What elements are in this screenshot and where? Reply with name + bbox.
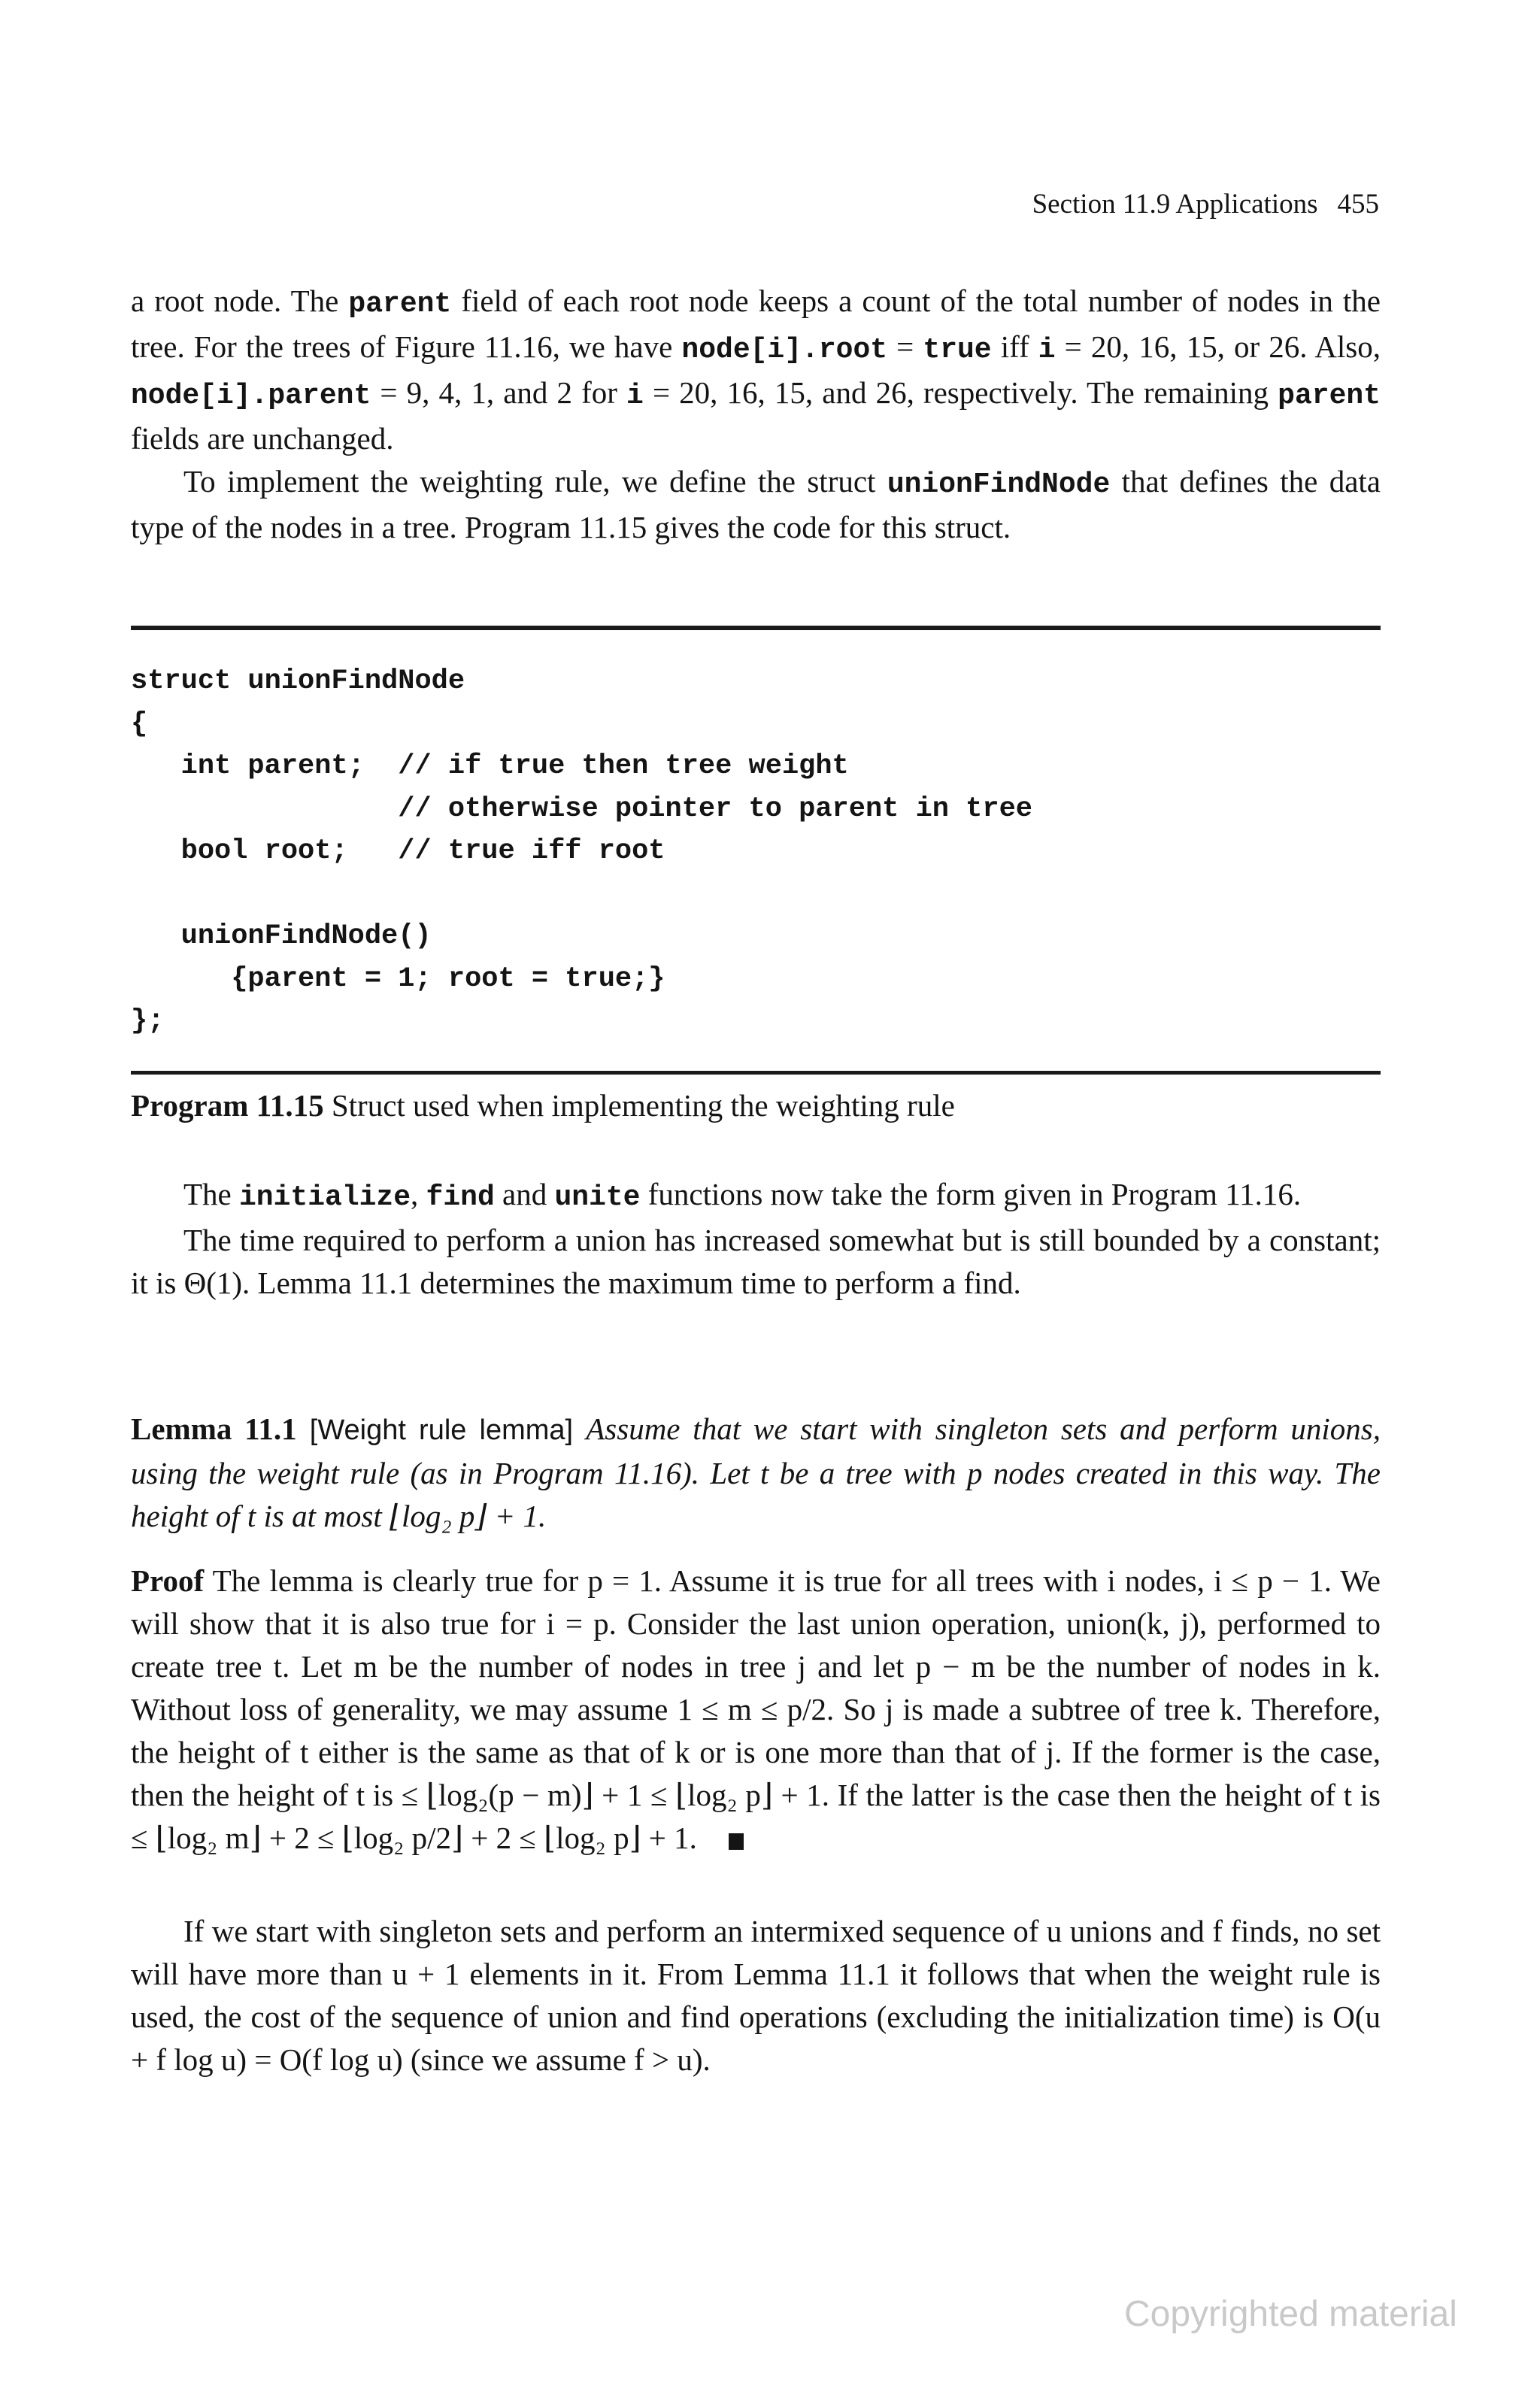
paragraph-root-node: a root node. The parent field of each root node keeps a count of the total number of nodes in the tree. For the trees of Figure 11.16, we have node[i].root = true iff i = 20, 16, 15, or 26. Also, node[i].parent = 9, 4, 1, and 2 for i = 20, 16, 15, and 26, respectively. The remaining parent fields are unchanged.: [131, 283, 1381, 456]
caption-text: Struct used when implementing the weighting rule: [323, 1088, 955, 1123]
lemma-heading: Lemma 11.1: [131, 1411, 297, 1446]
functions-text: [131, 1173, 1381, 1305]
program-code: [131, 660, 1032, 1043]
code-line: [131, 873, 1032, 916]
caption-label: Program 11.15: [131, 1088, 324, 1123]
code-line: struct unionFindNode: [131, 665, 465, 697]
code-line: // otherwise pointer to parent in tree: [131, 793, 1032, 825]
proof-text: [131, 1560, 1381, 1860]
code-line: bool root; // true iff root: [131, 835, 665, 867]
proof-block: [131, 1560, 1381, 1860]
copyright-watermark: Copyrighted material: [1124, 2294, 1457, 2334]
paragraph-conclusion: If we start with singleton sets and perform an intermixed sequence of u unions and f finds, no set will have more than u + 1 elements in it. From Lemma 11.1 it follows that when the weight rule is used, the cost of the sequence of union and find operations (excluding the initialization time) is O(u + f log u) = O(f log u) (since we assume f > u).: [131, 1914, 1381, 2077]
program-top-rule: [131, 626, 1381, 630]
lemma-statement: [131, 1408, 1381, 1538]
program-bottom-rule: [131, 1071, 1381, 1075]
running-header: [943, 188, 1379, 220]
lemma-body: Assume that we start with singleton sets and perform unions, using the weight rule (as in Program 11.16). Let t be a tree with p nodes created in this way. The height of t is at most ⌊log₂ p⌋ + 1.: [131, 1411, 1381, 1533]
paragraph-weighting-rule: To implement the weighting rule, we define the struct unionFindNode that defines the data type of the nodes in a tree. Program 11.15 gives the code for this struct.: [131, 464, 1381, 544]
proof-heading: Proof: [131, 1563, 205, 1598]
qed-square-icon: [729, 1833, 744, 1850]
lemma-block: [131, 1408, 1381, 1538]
code-line: unionFindNode(): [131, 920, 432, 952]
paragraph-functions: The initialize, find and unite functions now take the form given in Program 11.16.: [183, 1177, 1302, 1214]
intro-text: [131, 280, 1381, 549]
lemma-tag: [Weight rule lemma]: [296, 1414, 587, 1446]
code-line: };: [131, 1005, 165, 1037]
proof-body: The lemma is clearly true for p = 1. Assume it is true for all trees with i nodes, i ≤ p − 1. We will show that it is also true for i = p. Consider the last union operation, union(k, j), performed to create tree t. Let m be the number of nodes in tree j and let p − m be the number of nodes in k. Without loss of generality, we may assume 1 ≤ m ≤ p/2. So j is made a subtree of tree k. Therefore, the height of t either is the same as that of k or is one more than that of j. If the former is the case, then the height of t is ≤ ⌊log₂(p − m)⌋ + 1 ≤ ⌊log₂ p⌋ + 1. If the latter is the case then the height of t is ≤ ⌊log₂ m⌋ + 2 ≤ ⌊log₂ p/2⌋ + 2 ≤ ⌊log₂ p⌋ + 1.: [131, 1563, 1381, 1855]
program-caption: [131, 1087, 955, 1123]
section-title: Section 11.9 Applications: [1032, 189, 1318, 220]
code-line: {parent = 1; root = true;}: [131, 963, 665, 995]
paragraph-union-time: The time required to perform a union has increased somewhat but is still bounded by a constant; it is Θ(1). Lemma 11.1 determines the maximum time to perform a find.: [131, 1223, 1381, 1300]
conclusion-block: [131, 1910, 1381, 2081]
code-line: {: [131, 708, 148, 740]
page-number: 455: [1337, 189, 1379, 220]
code-line: int parent; // if true then tree weight: [131, 750, 849, 782]
